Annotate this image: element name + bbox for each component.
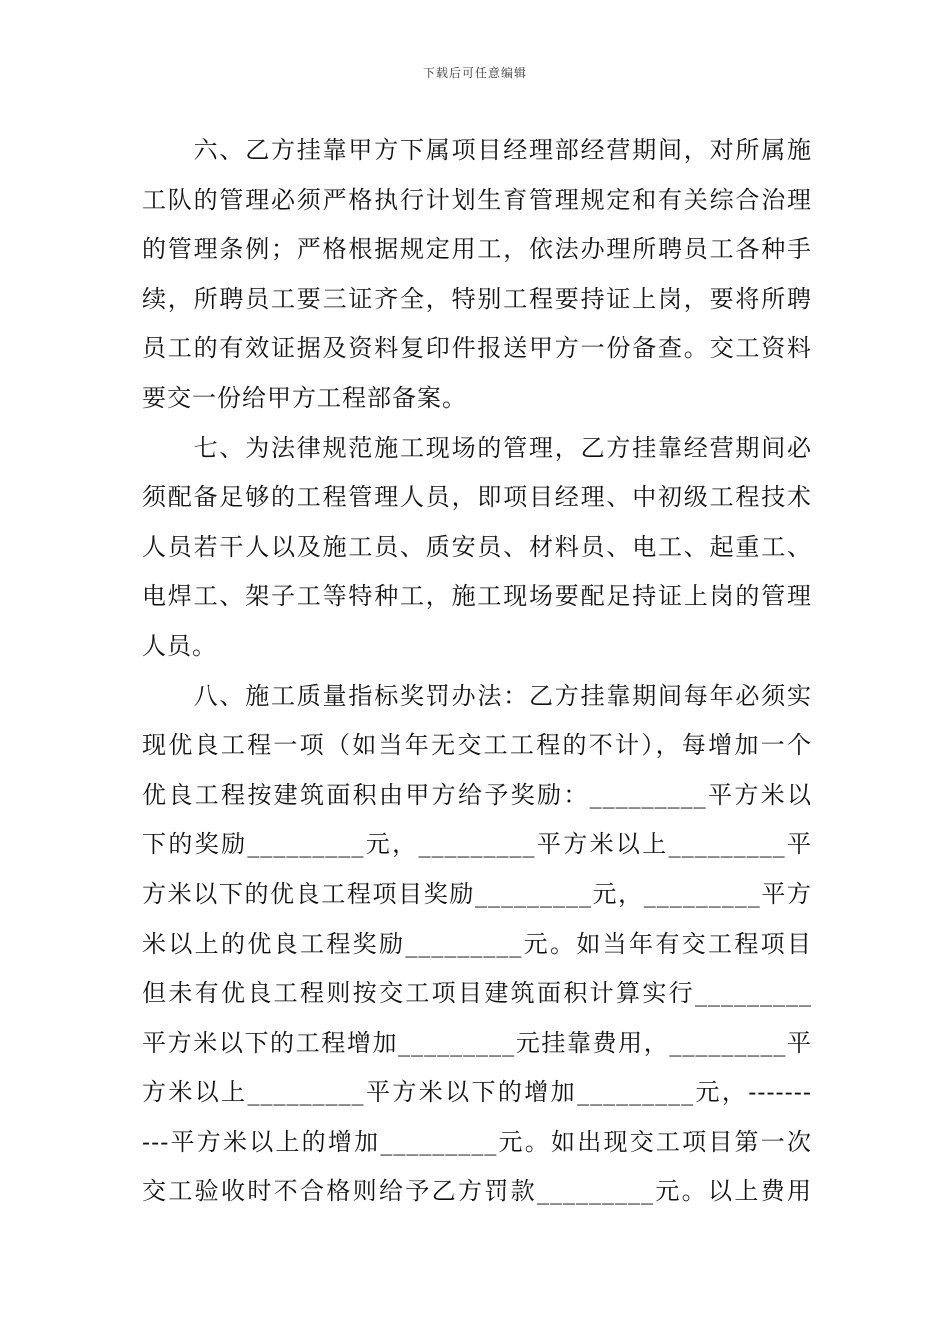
text-line: 现优良工程一项（如当年无交工工程的不计），每增加一个 bbox=[142, 731, 812, 760]
text-line: 优良工程按建筑面积由甲方给予奖励：_________平方米以 bbox=[142, 780, 812, 809]
text-line: 但未有优良工程则按交工项目建筑面积计算实行_________ bbox=[142, 979, 812, 1008]
text-line: 平方米以下的工程增加_________元挂靠费用，_________平 bbox=[142, 1028, 812, 1057]
text-line: 交工验收时不合格则给予乙方罚款_________元。以上费用 bbox=[142, 1177, 812, 1206]
text-line: 六、乙方挂靠甲方下属项目经理部经营期间，对所属施 bbox=[142, 136, 812, 164]
text-line: 续，所聘员工要三证齐全，特别工程要持证上岗，要将所聘 bbox=[142, 284, 812, 313]
text-line: 方米以上_________平方米以下的增加_________元，------- bbox=[142, 1078, 812, 1107]
text-line: 的管理条例；严格根据规定用工，依法办理所聘员工各种手 bbox=[142, 235, 812, 264]
text-line: 电焊工、架子工等特种工，施工现场要配足持证上岗的管理 bbox=[142, 582, 812, 611]
text-line: ---平方米以上的增加_________元。如出现交工项目第一次 bbox=[142, 1127, 812, 1156]
text-line: 下的奖励_________元，_________平方米以上_________平 bbox=[142, 830, 812, 859]
text-line: 要交一份给甲方工程部备案。 bbox=[142, 383, 467, 412]
text-line: 须配备足够的工程管理人员，即项目经理、中初级工程技术 bbox=[142, 483, 812, 512]
text-line: 人员若干人以及施工员、质安员、材料员、电工、起重工、 bbox=[142, 532, 812, 561]
text-line: 人员。 bbox=[142, 631, 217, 660]
document-body bbox=[142, 126, 812, 1217]
page-header-note: 下载后可任意编辑 bbox=[422, 66, 527, 80]
text-line: 七、为法律规范施工现场的管理，乙方挂靠经营期间必 bbox=[142, 433, 812, 462]
text-line: 米以上的优良工程奖励_________元。如当年有交工程项目 bbox=[142, 929, 812, 958]
text-line: 方米以下的优良工程项目奖励_________元，_________平方 bbox=[142, 879, 812, 908]
text-line: 工队的管理必须严格执行计划生育管理规定和有关综合治理 bbox=[142, 185, 812, 214]
text-line: 八、施工质量指标奖罚办法：乙方挂靠期间每年必须实 bbox=[142, 681, 812, 710]
text-line: 员工的有效证据及资料复印件报送甲方一份备查。交工资料 bbox=[142, 334, 812, 363]
